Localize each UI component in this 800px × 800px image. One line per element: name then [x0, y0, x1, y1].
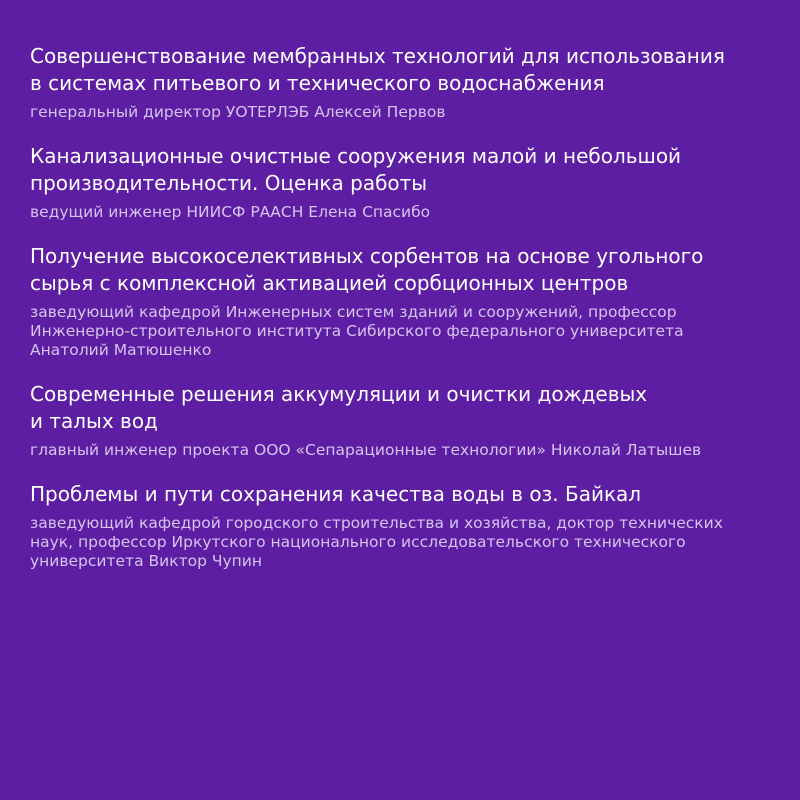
talk-speaker: ведущий инженер НИИСФ РААСН Елена Спасибо	[30, 203, 431, 221]
talk-item	[30, 143, 770, 222]
talk-item	[30, 481, 770, 571]
talk-title: Проблемы и пути сохранения качества воды в оз. Байкал	[30, 482, 642, 506]
talk-speaker: заведующий кафедрой городского строительства и хозяйства, доктор технических наук, профессор Иркутского национального исследовательского технического университета Виктор Чупин	[30, 514, 723, 570]
talk-title: Получение высокоселективных сорбентов на основе угольного сырья с комплексной активацией сорбционных центров	[30, 244, 704, 295]
talk-item	[30, 243, 770, 360]
talk-item	[30, 381, 770, 460]
talk-speaker: генеральный директор УОТЕРЛЭБ Алексей Первов	[30, 103, 446, 121]
talk-speaker: заведующий кафедрой Инженерных систем зданий и сооружений, профессор Инженерно-строительного института Сибирского федерального университета Анатолий Матюшенко	[30, 303, 684, 359]
talk-item	[30, 43, 770, 122]
talk-speaker: главный инженер проекта ООО «Сепарационные технологии» Николай Латышев	[30, 441, 702, 459]
talk-title: Канализационные очистные сооружения малой и небольшой производительности. Оценка работы	[30, 144, 682, 195]
talk-title: Совершенствование мембранных технологий для использования в системах питьевого и технического водоснабжения	[30, 44, 725, 95]
talk-title: Современные решения аккумуляции и очистки дождевых и талых вод	[30, 382, 648, 433]
